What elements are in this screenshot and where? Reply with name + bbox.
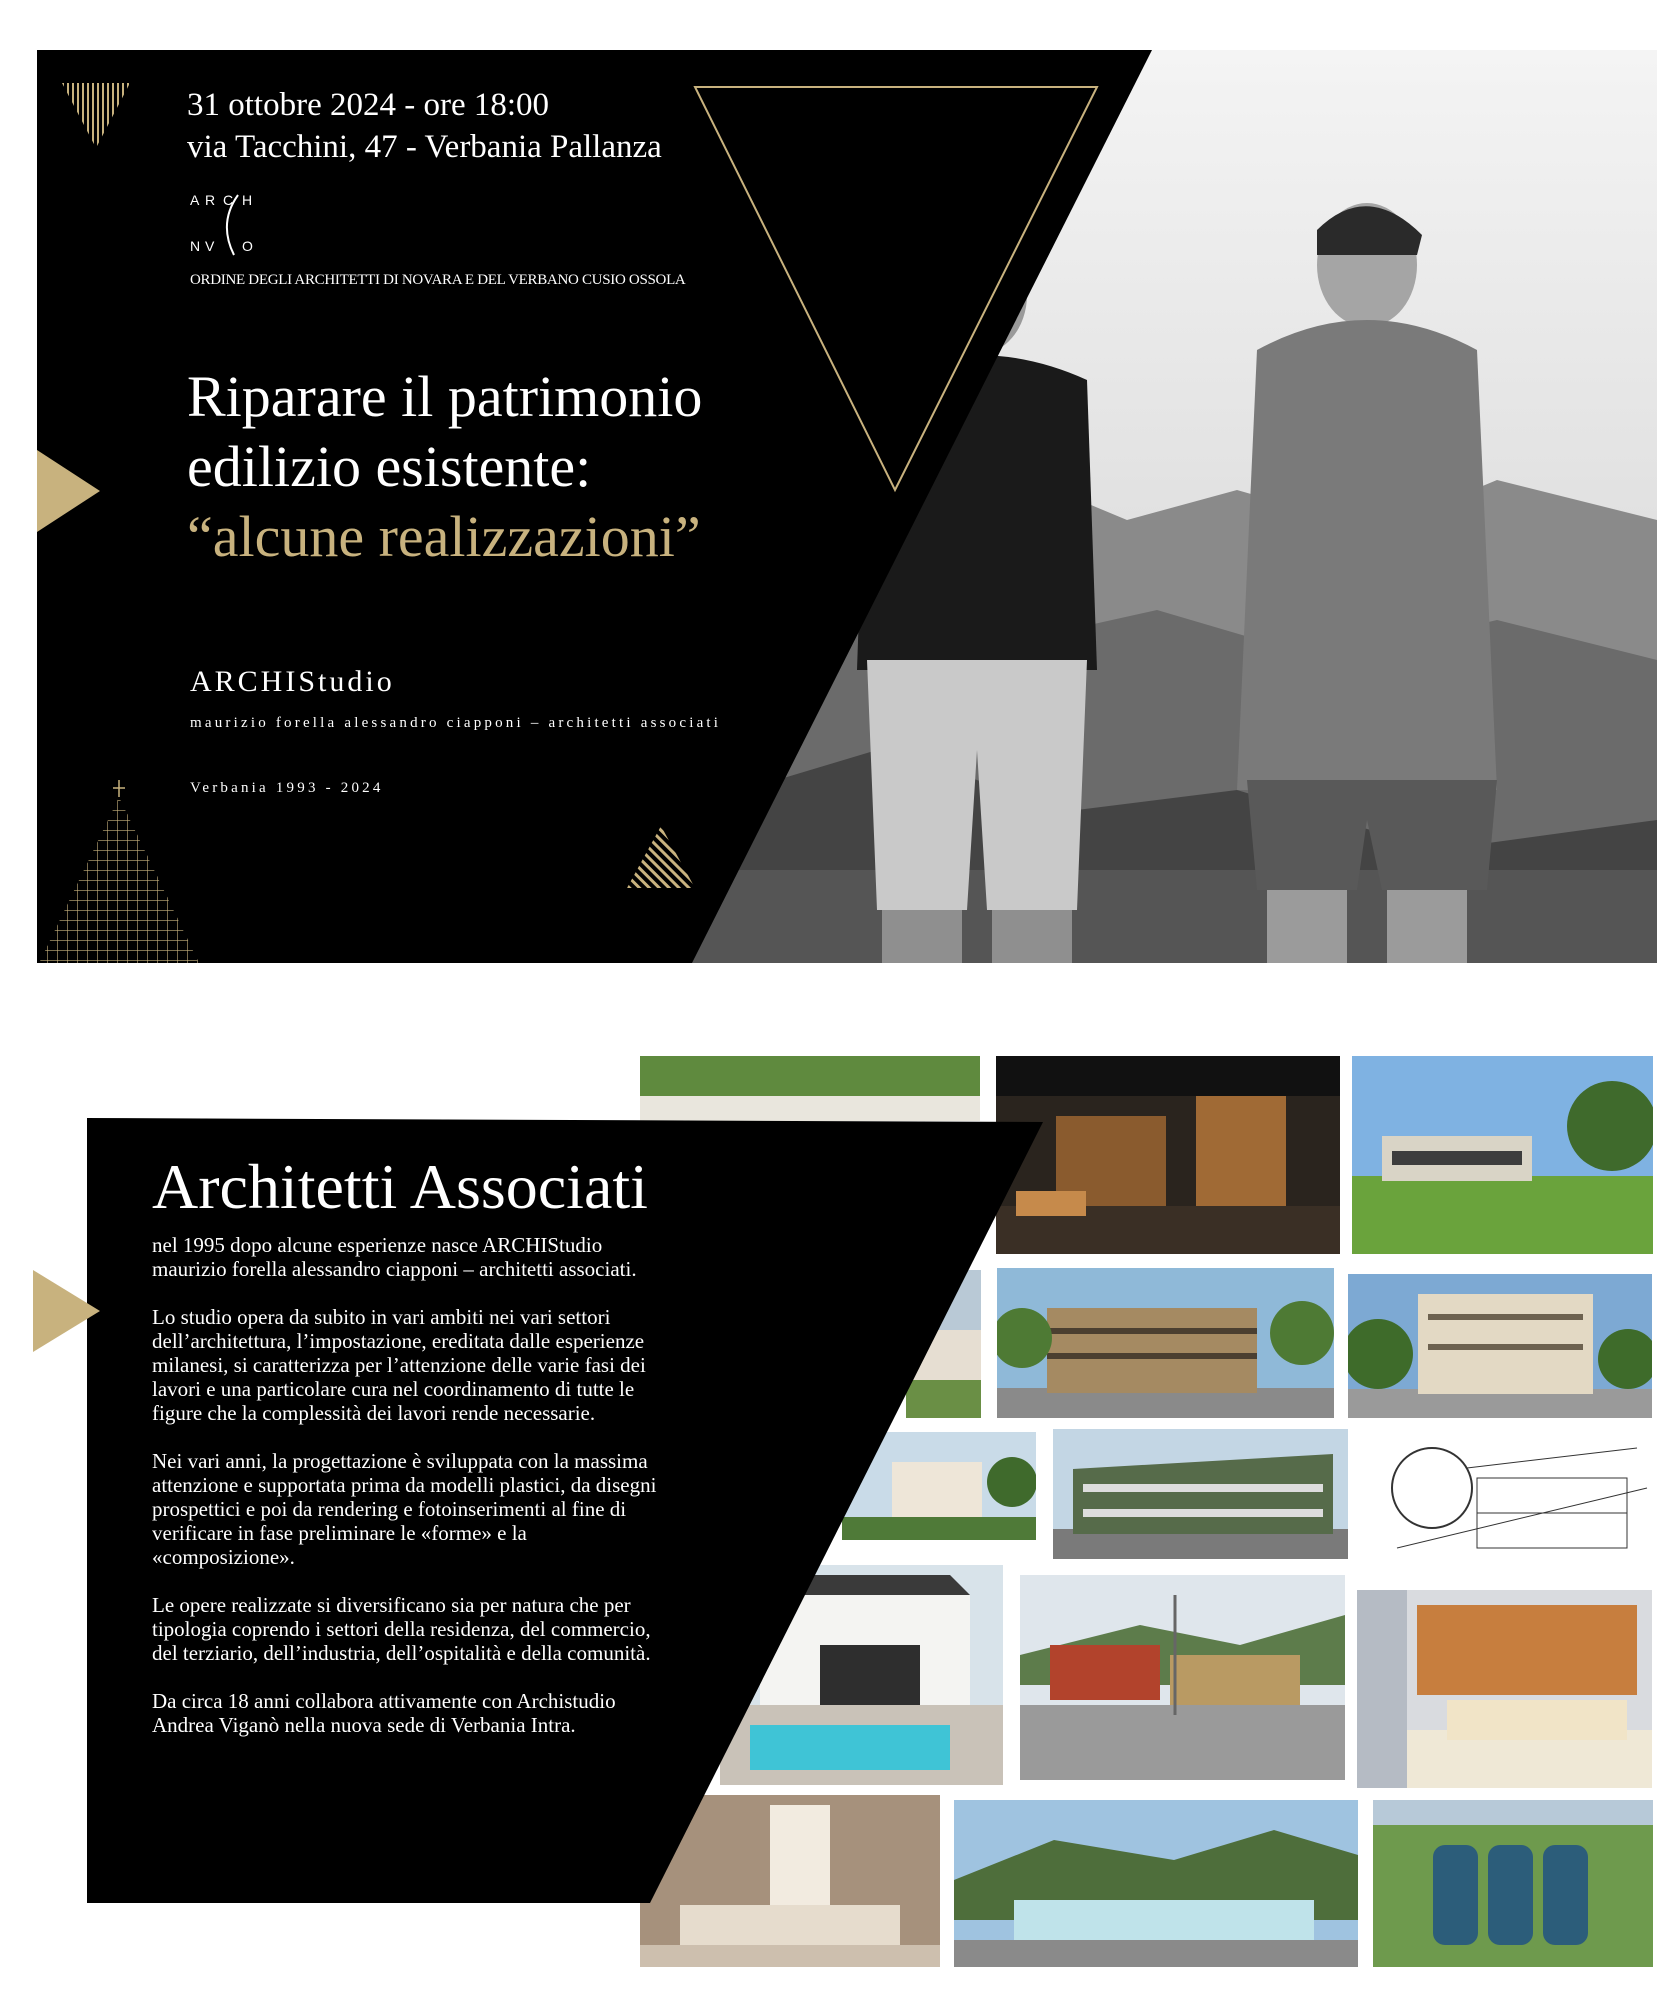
paragraph-4: Le opere realizzate si diversificano sia per natura che per tipologia coprendo i settori della residenza, del commercio, del terziario, dell’industria, dell’ospitalità e della comunità. xyxy=(152,1593,651,1665)
logo-letter-h: H xyxy=(242,192,253,208)
paragraph-5: Da circa 18 anni collabora attivamente con Archistudio Andrea Viganò nella nuova sede di Verbania Intra. xyxy=(152,1689,616,1737)
logo-letter-c: C xyxy=(223,192,234,208)
brand-subtitle: maurizio forella alessandro ciapponi – architetti associati xyxy=(190,715,722,731)
logo-letter-r: R xyxy=(205,192,216,208)
brand-years: Verbania 1993 - 2024 xyxy=(190,780,384,796)
title-line-2: edilizio esistente: xyxy=(187,434,592,499)
section-title: Architetti Associati xyxy=(152,1151,648,1222)
logo-letter-v: V xyxy=(205,238,215,254)
paragraph-1: nel 1995 dopo alcune esperienze nasce ARCHIStudio maurizio forella alessandro ciapponi – architetti associati. xyxy=(152,1233,637,1281)
paragraph-2: Lo studio opera da subito in vari ambiti nei vari settori dell’architettura, l’impostazione, ereditata dalle esperienze milanesi, si caratterizza per l’attenzione delle varie fasi dei lavori e una particolare cura nel coordinamento di tutte le figure che la complessità dei lavori rende necessarie. xyxy=(152,1305,646,1425)
paragraph-3: Nei vari anni, la progettazione è sviluppata con la massima attenzione e supportata prima da modelli plastici, da disegni prospettici e poi da rendering e fotoinserimenti al fine di verificare in fase preliminare le «forme» e la «composizione». xyxy=(152,1449,657,1569)
brand-name: ARCHIStudio xyxy=(190,665,395,698)
event-date: 31 ottobre 2024 - ore 18:00 xyxy=(187,87,550,123)
title-line-1: Riparare il patrimonio xyxy=(187,364,703,429)
logo-letter-n: N xyxy=(190,238,201,254)
section-body xyxy=(152,1233,772,1761)
logo-letter-o: O xyxy=(242,238,253,254)
title-line-3: “alcune realizzazioni” xyxy=(187,504,701,569)
ordine-text: ORDINE DEGLI ARCHITETTI DI NOVARA E DEL VERBANO CUSIO OSSOLA xyxy=(190,272,686,288)
event-address: via Tacchini, 47 - Verbania Pallanza xyxy=(187,129,662,165)
logo-letter-a: A xyxy=(190,192,200,208)
